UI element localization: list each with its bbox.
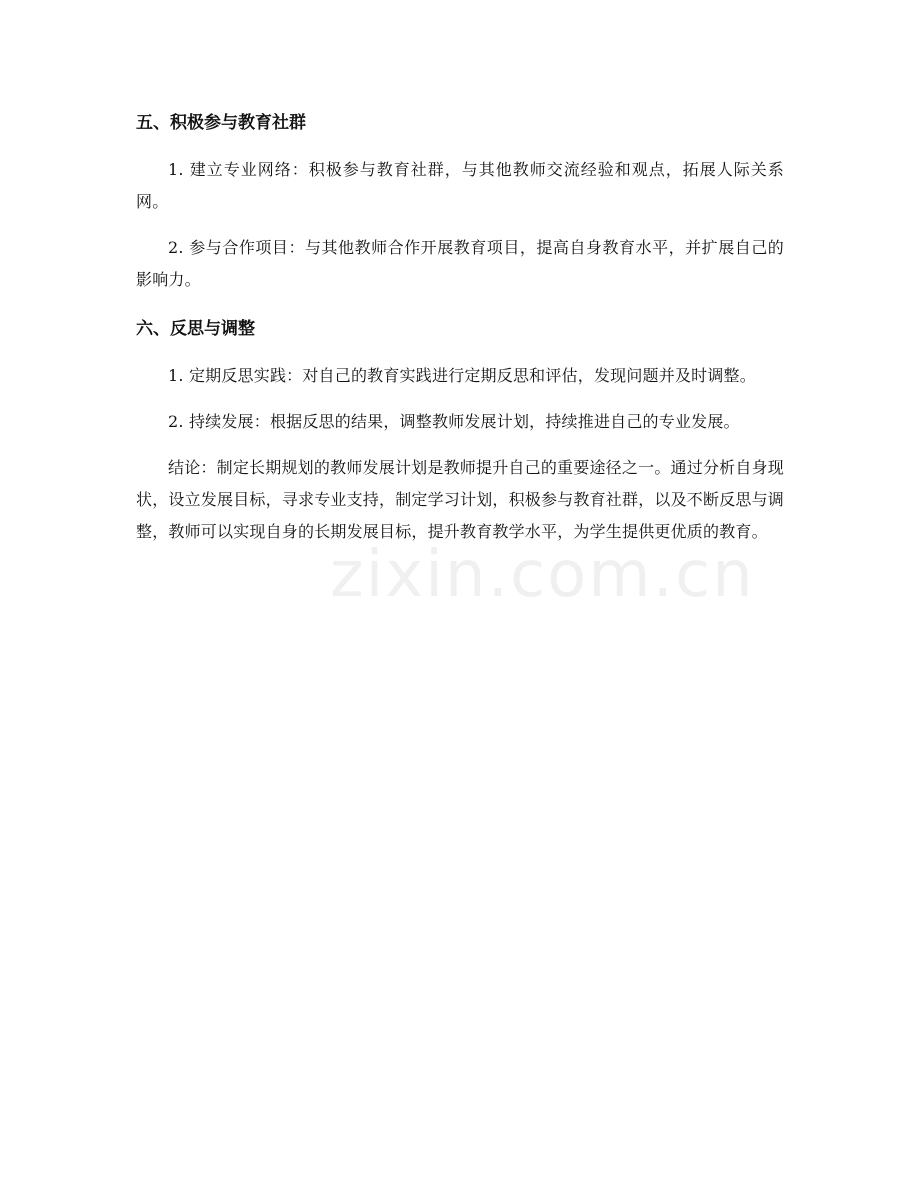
- paragraph-5-2: 2. 参与合作项目：与其他教师合作开展教育项目，提高自身教育水平，并扩展自己的影响力。: [136, 238, 784, 289]
- paragraph-6-2: 2. 持续发展：根据反思的结果，调整教师发展计划，持续推进自己的专业发展。: [168, 412, 740, 431]
- watermark-text: zixin.com.cn: [330, 538, 755, 612]
- paragraph-6-1: 1. 定期反思实践：对自己的教育实践进行定期反思和评估，发现问题并及时调整。: [168, 366, 756, 385]
- section-heading-6: 六、反思与调整: [136, 319, 255, 339]
- conclusion-paragraph: 结论：制定长期规划的教师发展计划是教师提升自己的重要途径之一。通过分析自身现状，设立发展目标，寻求专业支持，制定学习计划，积极参与教育社群，以及不断反思与调整，教师可以实现自身的长期发展目标，提升教育教学水平，为学生提供更优质的教育。: [136, 458, 785, 541]
- section-heading-5: 五、积极参与教育社群: [136, 113, 306, 133]
- paragraph-5-1: 1. 建立专业网络：积极参与教育社群，与其他教师交流经验和观点，拓展人际关系网。: [136, 160, 784, 211]
- document-content: [136, 108, 784, 548]
